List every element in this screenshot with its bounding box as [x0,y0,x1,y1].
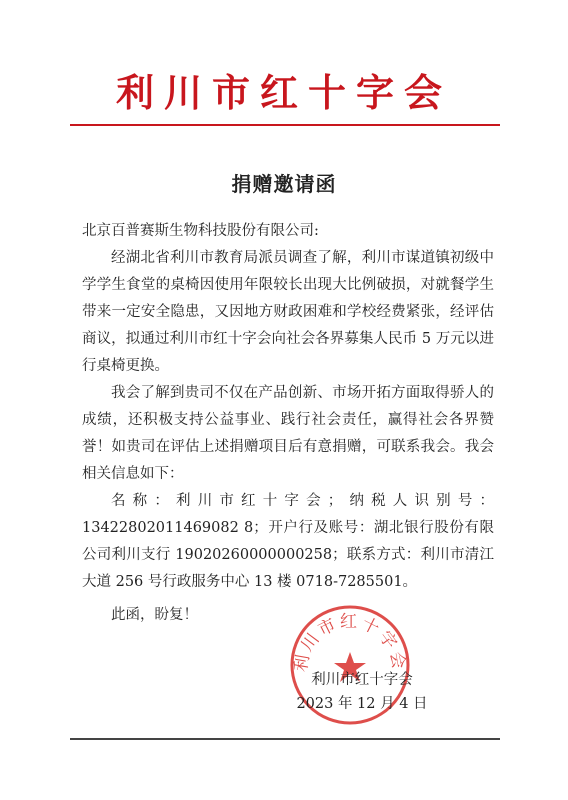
letterhead-org-name: 利川市红十字会 [115,70,452,115]
paragraph-1: 经湖北省利川市教育局派员调查了解，利川市谋道镇初级中学学生食堂的桌椅因使用年限较长出现大比例破损，对就餐学生带来一定安全隐患，又因地方财政困难和学校经费紧张，经评估商议，拟通过利川市红十字会向社会各界募集人民币 5 万元以进行桌椅更换。 [82,250,494,374]
letter-body [82,218,494,629]
addressee: 北京百普赛斯生物科技股份有限公司: [82,223,319,239]
paragraph-2: 我会了解到贵司不仅在产品创新、市场开拓方面取得骄人的成绩，还积极支持公益事业、践行社会责任，赢得社会各界赞誉！如贵司在评估上述捐赠项目后有意捐赠，可联系我会。我会相关信息如下： [82,385,494,482]
document-title: 捐赠邀请函 [231,172,337,196]
signature-block [0,668,568,716]
letterhead-rule [70,124,500,126]
svg-text:利川市红十字会: 利川市红十字会 [291,612,409,674]
signature-date: 2023 年 12 月 4 日 [296,696,428,712]
paragraph-3: 名称：利川市红十字会；纳税人识别号：13422802011469082 8；开户行及账号：湖北银行股份有限公司利川支行 19020260000000258；联系方式：利川市清江大道 256 号行政服务中心 13 楼 0718-7285501。 [82,493,494,590]
footer-rule [70,738,500,740]
signature-org: 利川市红十字会 [311,672,413,688]
closing-line: 此函，盼复！ [111,607,198,623]
